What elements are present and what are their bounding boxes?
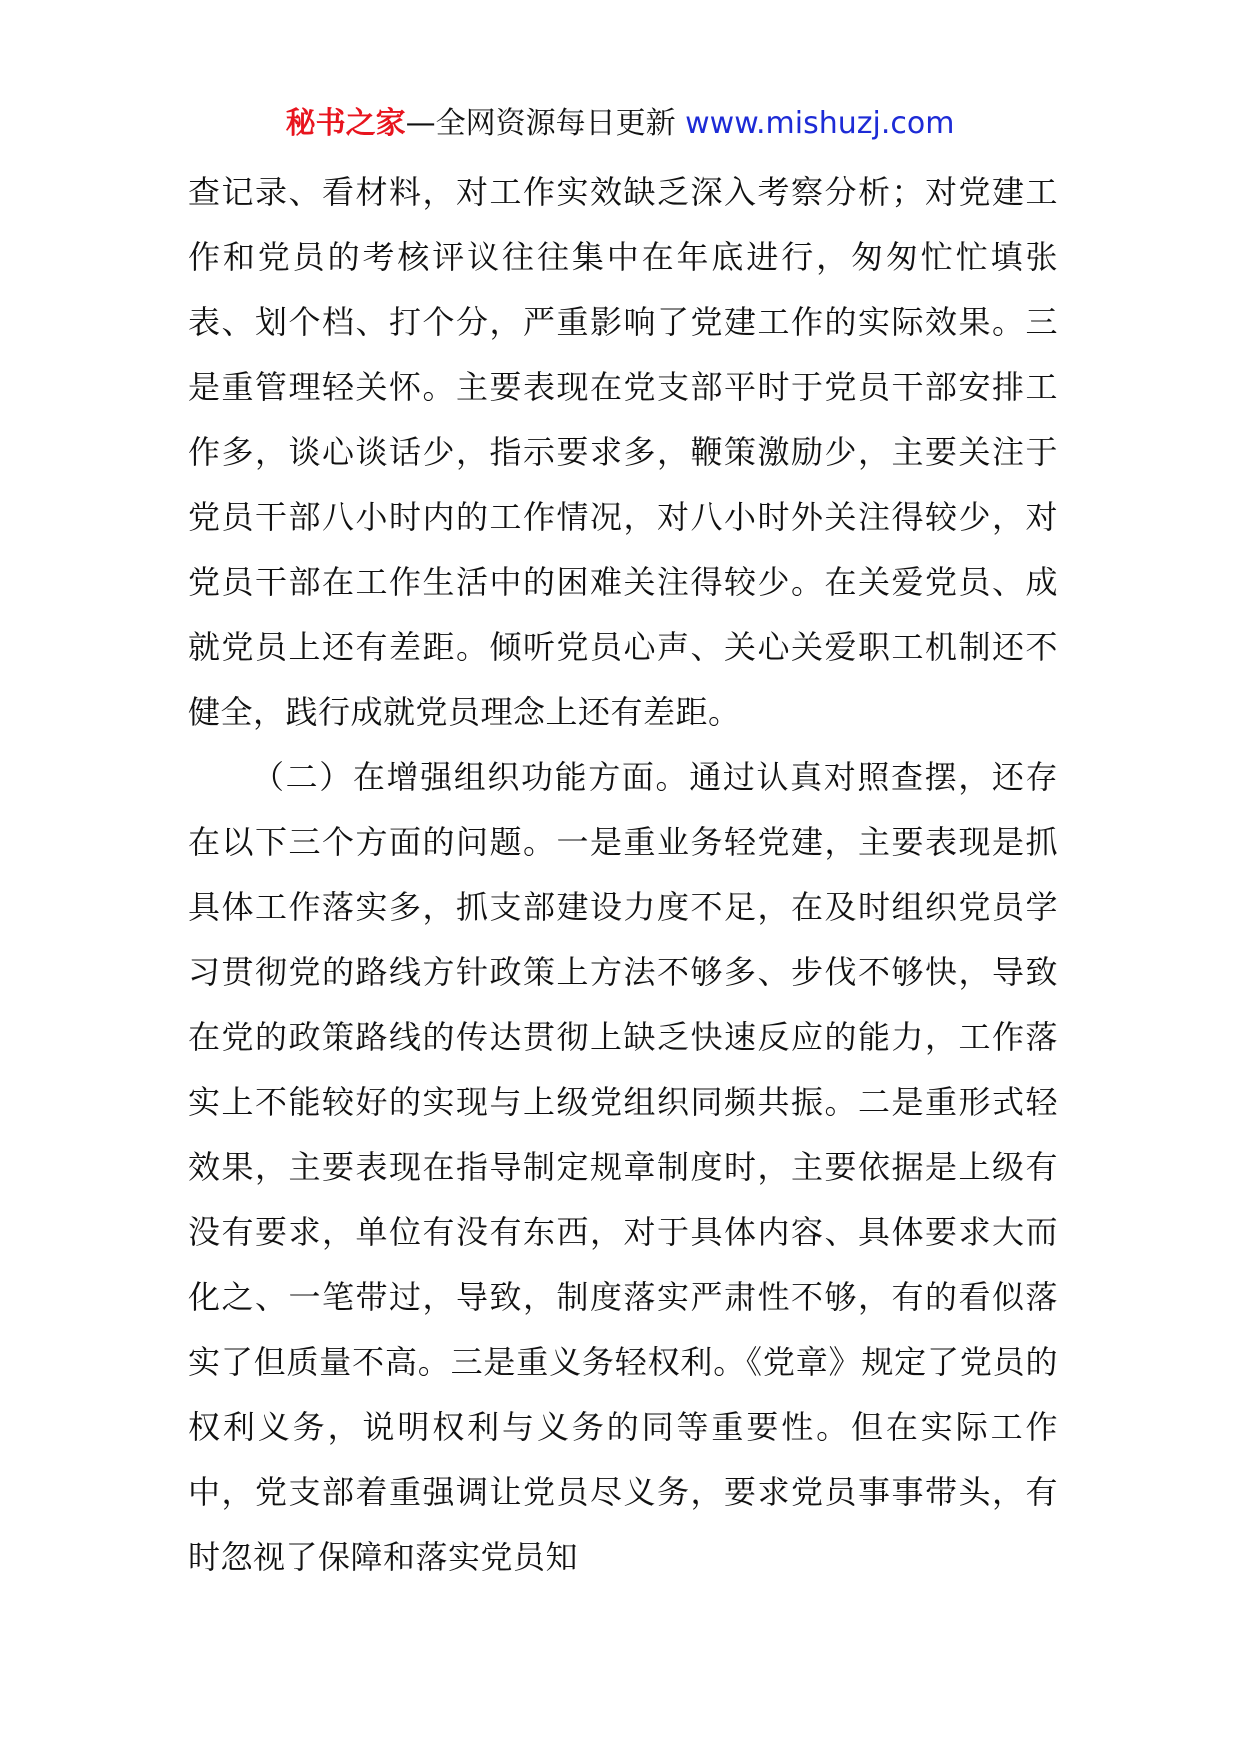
website-url-link[interactable]: www.mishuzj.com (685, 106, 955, 141)
header-slogan: —全网资源每日更新 (405, 106, 686, 141)
page-header (0, 100, 1240, 148)
paragraph-section-two: （二）在增强组织功能方面。通过认真对照查摆，还存在以下三个方面的问题。一是重业务轻党建，主要表现是抓具体工作落实多，抓支部建设力度不足，在及时组织党员学习贯彻党的路线方针政策上方法不够多、步伐不够快，导致在党的政策路线的传达贯彻上缺乏快速反应的能力，工作落实上不能较好的实现与上级党组织同频共振。二是重形式轻效果，主要表现在指导制定规章制度时，主要依据是上级有没有要求，单位有没有东西，对于具体内容、具体要求大而化之、一笔带过，导致，制度落实严肃性不够，有的看似落实了但质量不高。三是重义务轻权利。《党章》规定了党员的权利义务，说明权利与义务的同等重要性。但在实际工作中，党支部着重强调让党员尽义务，要求党员事事带头，有时忽视了保障和落实党员知 (188, 758, 1058, 1576)
paragraph-continued: 查记录、看材料，对工作实效缺乏深入考察分析；对党建工作和党员的考核评议往往集中在年底进行，匆匆忙忙填张表、划个档、打个分，严重影响了党建工作的实际效果。三是重管理轻关怀。主要表现在党支部平时于党员干部安排工作多，谈心谈话少，指示要求多，鞭策激励少，主要关注于党员干部八小时内的工作情况，对八小时外关注得较少，对党员干部在工作生活中的困难关注得较少。在关爱党员、成就党员上还有差距。倾听党员心声、关心关爱职工机制还不健全，践行成就党员理念上还有差距。 (188, 173, 1058, 731)
brand-name: 秘书之家 (285, 106, 406, 141)
document-body (188, 160, 1058, 1590)
